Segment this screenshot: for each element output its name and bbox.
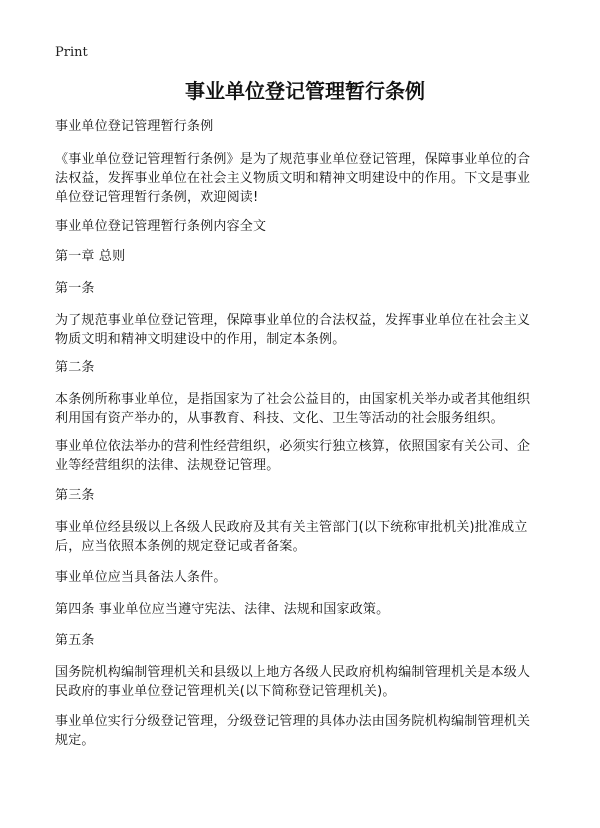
article-text: 国务院机构编制管理机关和县级以上地方各级人民政府机构编制管理机关是本级人 民政府的事业单位登记管理机关(以下简称登记管理机关)。: [55, 665, 531, 699]
article-heading: 第一条: [55, 281, 95, 296]
section-heading: 事业单位登记管理暂行条例内容全文: [55, 219, 267, 234]
article-heading: 第五条: [55, 633, 95, 648]
intro-paragraph: 《事业单位登记管理暂行条例》是为了规范事业单位登记管理，保障事业单位的合 法权益，发挥事业单位在社会主义物质文明和精神文明建设中的作用。下文是事业 单位登记管理暂行条例，欢迎阅读!: [55, 152, 531, 205]
article-text: 事业单位依法举办的营利性经营组织，必须实行独立核算，依照国家有关公司、企 业等经营组织的法律、法规登记管理。: [55, 439, 531, 473]
print-link[interactable]: Print: [55, 45, 88, 60]
page-title: 事业单位登记管理暂行条例: [185, 79, 425, 103]
article-text: 为了规范事业单位登记管理，保障事业单位的合法权益，发挥事业单位在社会主义 物质文明和精神文明建设中的作用，制定本条例。: [55, 313, 531, 347]
article-text: 第四条 事业单位应当遵守宪法、法律、法规和国家政策。: [55, 602, 390, 617]
article-text: 事业单位经县级以上各级人民政府及其有关主管部门(以下统称审批机关)批准成立 后，应当依照本条例的规定登记或者备案。: [55, 520, 528, 554]
article-heading: 第三条: [55, 488, 95, 503]
article-text: 本条例所称事业单位，是指国家为了社会公益目的，由国家机关举办或者其他组织 利用国有资产举办的，从事教育、科技、文化、卫生等活动的社会服务组织。: [55, 392, 531, 426]
article-text: 事业单位应当具备法人条件。: [55, 570, 227, 585]
article-text: 事业单位实行分级登记管理，分级登记管理的具体办法由国务院机构编制管理机关 规定。: [55, 714, 531, 748]
article-heading: 第二条: [55, 360, 95, 375]
chapter-heading: 第一章 总则: [55, 249, 126, 264]
subtitle: 事业单位登记管理暂行条例: [55, 119, 214, 134]
